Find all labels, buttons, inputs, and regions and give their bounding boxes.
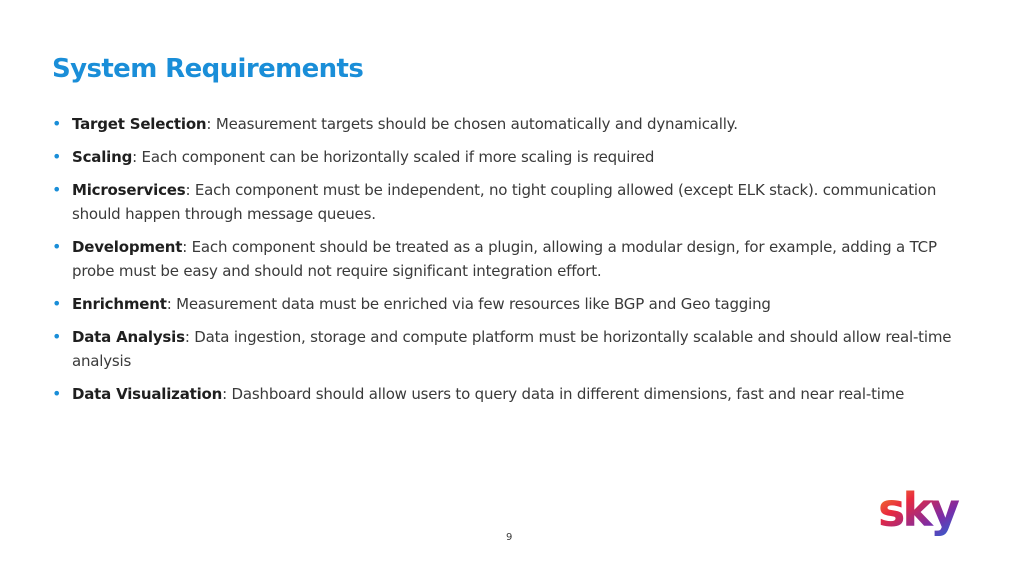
bullet-icon: •	[52, 147, 62, 166]
list-item	[52, 112, 982, 136]
bullet-term: Data Visualization	[72, 385, 223, 403]
bullet-icon: •	[52, 237, 62, 256]
bullet-text: : Each component should be treated as a plugin, allowing a modular design, for example, adding a TCP probe must be easy and should not require significant integration effort.	[72, 238, 937, 280]
bullet-icon: •	[52, 384, 62, 403]
bullet-term: Scaling	[72, 148, 133, 166]
bullet-text: : Dashboard should allow users to query data in different dimensions, fast and near real-time	[222, 385, 905, 403]
bullet-text: : Each component must be independent, no tight coupling allowed (except ELK stack). communication should happen through message queues.	[72, 181, 937, 223]
list-item	[52, 325, 982, 373]
sky-logo	[878, 484, 974, 542]
bullet-text: : Each component can be horizontally scaled if more scaling is required	[132, 148, 655, 166]
bullet-text: : Measurement targets should be chosen automatically and dynamically.	[206, 115, 738, 133]
list-item	[52, 235, 982, 283]
bullet-term: Target Selection	[72, 115, 207, 133]
bullet-icon: •	[52, 294, 62, 313]
bullet-term: Enrichment	[72, 295, 167, 313]
slide-title: System Requirements	[52, 54, 364, 84]
page-number: 9	[506, 532, 513, 543]
bullet-text: : Data ingestion, storage and compute platform must be horizontally scalable and should allow real-time analysis	[72, 328, 952, 370]
bullet-icon: •	[52, 180, 62, 199]
list-item	[52, 178, 982, 226]
list-item	[52, 145, 982, 169]
bullet-icon: •	[52, 114, 62, 133]
list-item	[52, 292, 982, 316]
logo-text: sky	[878, 484, 957, 537]
list-item	[52, 382, 982, 406]
bullet-term: Data Analysis	[72, 328, 185, 346]
requirements-list	[52, 112, 982, 415]
bullet-term: Development	[72, 238, 183, 256]
bullet-text: : Measurement data must be enriched via few resources like BGP and Geo tagging	[166, 295, 771, 313]
bullet-icon: •	[52, 327, 62, 346]
bullet-term: Microservices	[72, 181, 186, 199]
